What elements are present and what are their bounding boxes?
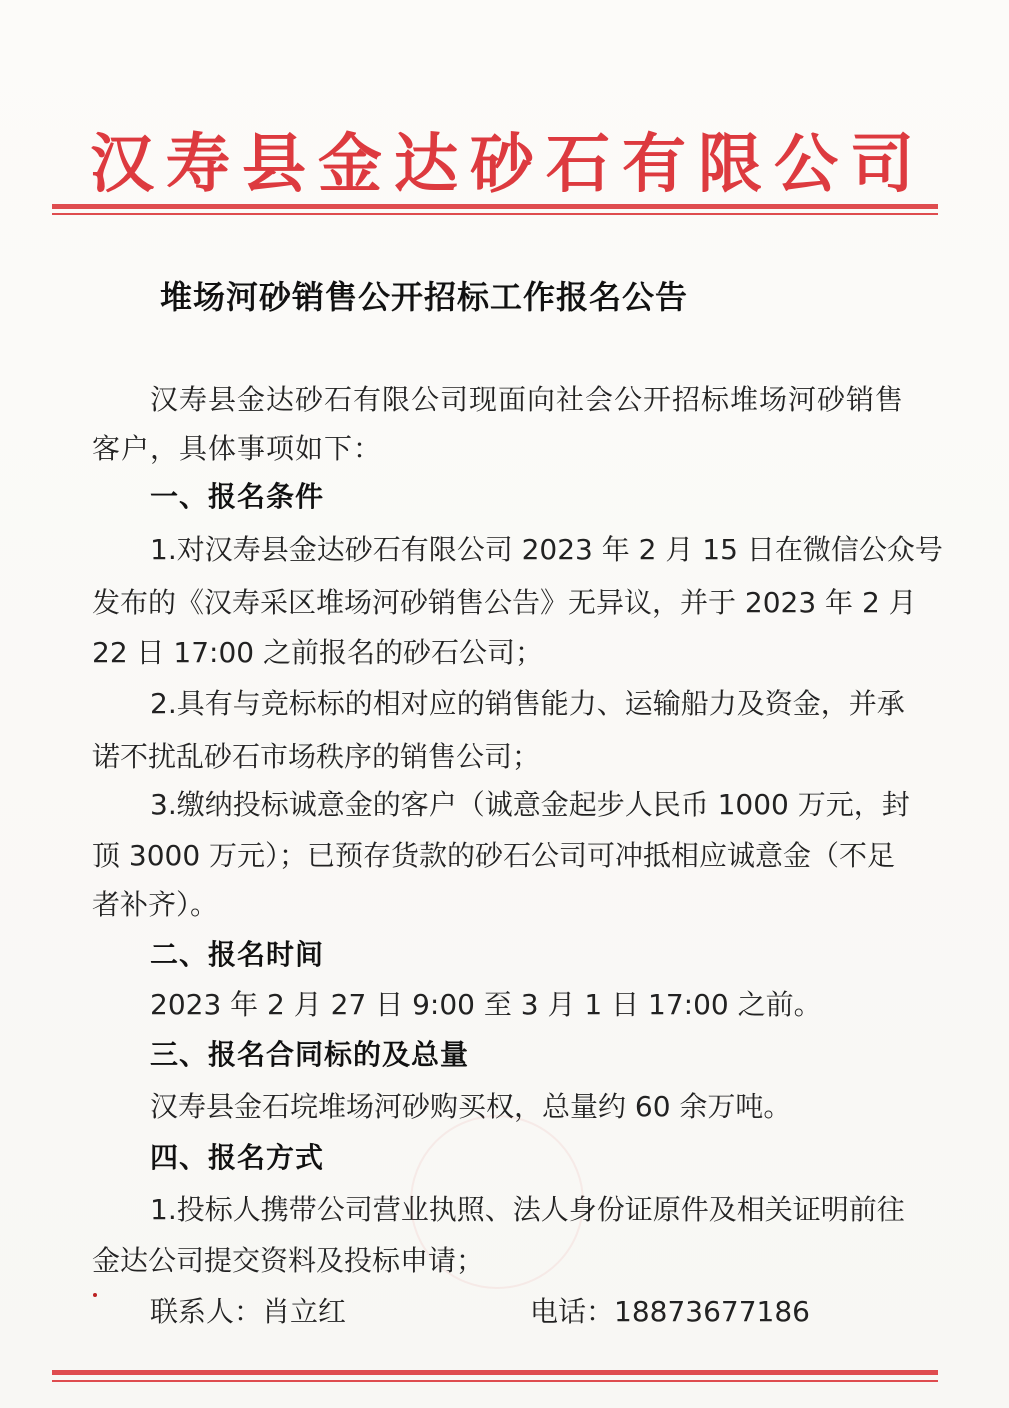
section-1-item-1-line-1: 1.对汉寿县金达砂石有限公司 2023 年 2 月 15 日在微信公众号 — [150, 533, 943, 566]
section-1-item-2-line-1: 2.具有与竞标标的相对应的销售能力、运输船力及资金，并承 — [150, 687, 905, 720]
letterhead-thick-rule — [52, 204, 938, 209]
section-2-text: 2023 年 2 月 27 日 9:00 至 3 月 1 日 17:00 之前。 — [150, 988, 822, 1021]
document-title: 堆场河砂销售公开招标工作报名公告 — [160, 278, 689, 316]
section-1-item-3-line-1: 3.缴纳投标诚意金的客户（诚意金起步人民币 1000 万元，封 — [150, 788, 910, 821]
contact-person: 联系人：肖立红 — [150, 1295, 347, 1328]
section-4-item-1-line-1: 1.投标人携带公司营业执照、法人身份证原件及相关证明前往 — [150, 1193, 905, 1226]
section-2-heading: 二、报名时间 — [150, 938, 325, 971]
ink-speck — [93, 1293, 97, 1297]
letterhead-thin-rule — [52, 213, 938, 215]
contact-phone: 电话：18873677186 — [530, 1295, 810, 1328]
section-1-item-3-line-2: 顶 3000 万元）；已预存货款的砂石公司可冲抵相应诚意金（不足 — [92, 839, 896, 872]
section-1-item-1-line-2: 发布的《汉寿采区堆场河砂销售公告》无异议，并于 2023 年 2 月 — [92, 586, 917, 619]
intro-line-1: 汉寿县金达砂石有限公司现面向社会公开招标堆场河砂销售 — [150, 383, 905, 416]
section-1-item-2-line-2: 诺不扰乱砂石市场秩序的销售公司； — [92, 740, 541, 773]
section-4-item-1-line-2: 金达公司提交资料及投标申请； — [92, 1244, 485, 1277]
section-1-item-3-line-3: 者补齐）。 — [92, 888, 219, 921]
section-4-heading: 四、报名方式 — [150, 1141, 325, 1174]
footer-thin-rule — [52, 1380, 938, 1382]
company-letterhead: 汉寿县金达砂石有限公司 — [90, 127, 926, 202]
footer-thick-rule — [52, 1370, 938, 1375]
section-3-text: 汉寿县金石垸堆场河砂购买权，总量约 60 余万吨。 — [150, 1090, 792, 1123]
section-1-heading: 一、报名条件 — [150, 480, 325, 513]
intro-line-2: 客户，具体事项如下： — [92, 432, 383, 465]
section-3-heading: 三、报名合同标的及总量 — [150, 1038, 470, 1071]
section-1-item-1-line-3: 22 日 17:00 之前报名的砂石公司； — [92, 636, 544, 669]
